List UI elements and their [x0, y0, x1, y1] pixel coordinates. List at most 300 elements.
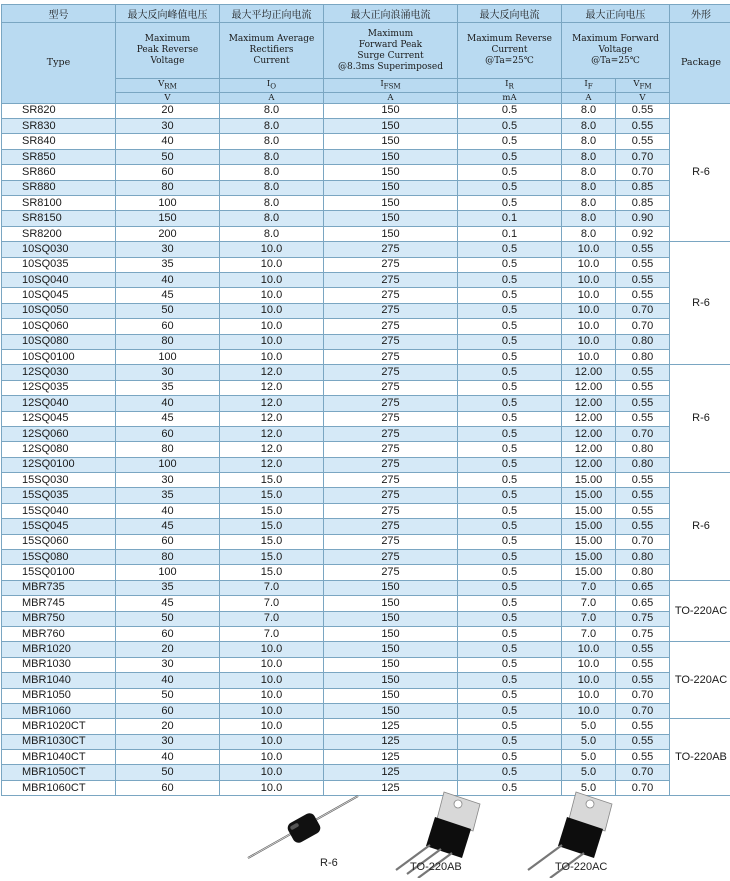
cell-model: 12SQ040	[2, 396, 116, 411]
cell-io: 7.0	[220, 626, 324, 641]
cell-vfm: 0.75	[616, 626, 670, 641]
table-row	[2, 349, 730, 364]
cell-vrm: 60	[116, 319, 220, 334]
cell-vrm: 30	[116, 657, 220, 672]
cell-vrm: 60	[116, 165, 220, 180]
cell-vfm: 0.70	[616, 319, 670, 334]
cell-ir: 0.5	[458, 396, 562, 411]
cell-ifsm: 275	[324, 550, 458, 565]
cell-vfm: 0.55	[616, 473, 670, 488]
cell-model: MBR735	[2, 580, 116, 595]
cell-vfm: 0.65	[616, 580, 670, 595]
cell-ir: 0.5	[458, 703, 562, 718]
cell-ir: 0.5	[458, 134, 562, 149]
cell-model: 12SQ030	[2, 365, 116, 380]
cell-model: 12SQ0100	[2, 457, 116, 472]
symbol-sub: RM	[164, 81, 177, 91]
cell-ifsm: 150	[324, 226, 458, 241]
cell-vfm: 0.55	[616, 119, 670, 134]
cell-if: 10.0	[562, 703, 616, 718]
cell-if: 15.00	[562, 503, 616, 518]
cell-vrm: 35	[116, 580, 220, 595]
cell-model: MBR1020CT	[2, 719, 116, 734]
cell-io: 8.0	[220, 119, 324, 134]
cell-vfm: 0.80	[616, 457, 670, 472]
cell-if: 8.0	[562, 134, 616, 149]
cell-ifsm: 150	[324, 688, 458, 703]
cell-io: 10.0	[220, 765, 324, 780]
cell-vfm: 0.75	[616, 611, 670, 626]
cell-io: 8.0	[220, 149, 324, 164]
cell-vfm: 0.70	[616, 426, 670, 441]
cell-io: 8.0	[220, 103, 324, 118]
cell-ifsm: 275	[324, 257, 458, 272]
cell-ir: 0.5	[458, 688, 562, 703]
cell-model: SR830	[2, 119, 116, 134]
cell-ifsm: 125	[324, 719, 458, 734]
cell-io: 15.0	[220, 534, 324, 549]
cell-vfm: 0.55	[616, 242, 670, 257]
cell-ir: 0.5	[458, 442, 562, 457]
cell-ifsm: 150	[324, 149, 458, 164]
label-r6: R-6	[320, 857, 338, 869]
cell-model: 12SQ060	[2, 426, 116, 441]
package-cell: TO-220AC	[670, 580, 730, 642]
cell-ir: 0.5	[458, 165, 562, 180]
cell-if: 10.0	[562, 673, 616, 688]
cell-vrm: 40	[116, 134, 220, 149]
cell-ir: 0.5	[458, 596, 562, 611]
cell-if: 12.00	[562, 411, 616, 426]
cell-vrm: 30	[116, 734, 220, 749]
header-en-line: Voltage	[598, 45, 633, 55]
cell-model: 12SQ045	[2, 411, 116, 426]
cell-vrm: 200	[116, 226, 220, 241]
header-en-vf	[562, 23, 670, 79]
cell-ifsm: 150	[324, 103, 458, 118]
table-row	[2, 457, 730, 472]
spec-table	[1, 4, 730, 796]
header-en-line: @8.3ms Superimposed	[338, 61, 443, 72]
unit-if: A	[562, 92, 616, 103]
symbol-sub: FSM	[383, 81, 401, 91]
cell-vrm: 100	[116, 565, 220, 580]
cell-vrm: 80	[116, 442, 220, 457]
cell-if: 7.0	[562, 611, 616, 626]
cell-vrm: 40	[116, 750, 220, 765]
cell-model: 10SQ035	[2, 257, 116, 272]
cell-vrm: 40	[116, 673, 220, 688]
cell-ifsm: 275	[324, 565, 458, 580]
cell-if: 8.0	[562, 196, 616, 211]
cell-model: SR8100	[2, 196, 116, 211]
table-row	[2, 426, 730, 441]
symbol-main: I	[380, 79, 384, 89]
cell-if: 7.0	[562, 596, 616, 611]
cell-ifsm: 125	[324, 780, 458, 795]
cell-ifsm: 275	[324, 365, 458, 380]
cell-vfm: 0.92	[616, 226, 670, 241]
cell-io: 12.0	[220, 442, 324, 457]
header-type: Type	[2, 23, 116, 104]
cell-vrm: 30	[116, 119, 220, 134]
cell-ir: 0.5	[458, 750, 562, 765]
cell-if: 8.0	[562, 165, 616, 180]
cell-if: 5.0	[562, 750, 616, 765]
cell-ir: 0.5	[458, 765, 562, 780]
cell-if: 7.0	[562, 626, 616, 641]
header-en-io	[220, 23, 324, 79]
cell-vfm: 0.80	[616, 334, 670, 349]
header-en-line: Rectifiers	[249, 45, 294, 55]
cell-if: 10.0	[562, 657, 616, 672]
cell-if: 8.0	[562, 211, 616, 226]
cell-if: 8.0	[562, 226, 616, 241]
cell-io: 15.0	[220, 503, 324, 518]
cell-ifsm: 150	[324, 134, 458, 149]
cell-io: 10.0	[220, 642, 324, 657]
table-row	[2, 565, 730, 580]
cell-vfm: 0.55	[616, 719, 670, 734]
cell-vfm: 0.85	[616, 180, 670, 195]
cell-if: 10.0	[562, 242, 616, 257]
cell-vfm: 0.70	[616, 765, 670, 780]
cell-io: 12.0	[220, 457, 324, 472]
cell-ir: 0.5	[458, 780, 562, 795]
cell-model: 10SQ040	[2, 272, 116, 287]
cell-if: 12.00	[562, 396, 616, 411]
cell-vfm: 0.70	[616, 303, 670, 318]
cell-vfm: 0.70	[616, 165, 670, 180]
symbol-sub: F	[587, 81, 593, 91]
table-row	[2, 396, 730, 411]
cell-ir: 0.5	[458, 503, 562, 518]
cell-if: 10.0	[562, 319, 616, 334]
cell-vfm: 0.55	[616, 257, 670, 272]
cell-vfm: 0.55	[616, 380, 670, 395]
cell-if: 12.00	[562, 442, 616, 457]
cell-vrm: 20	[116, 103, 220, 118]
cell-io: 8.0	[220, 226, 324, 241]
cell-ifsm: 275	[324, 288, 458, 303]
cell-model: 10SQ060	[2, 319, 116, 334]
cell-if: 15.00	[562, 550, 616, 565]
cell-ifsm: 150	[324, 703, 458, 718]
cell-if: 5.0	[562, 780, 616, 795]
cell-if: 12.00	[562, 380, 616, 395]
cell-ir: 0.5	[458, 457, 562, 472]
package-cell: TO-220AB	[670, 719, 730, 796]
cell-model: SR880	[2, 180, 116, 195]
cell-if: 5.0	[562, 719, 616, 734]
table-row	[2, 180, 730, 195]
header-en-line: Maximum Average	[228, 34, 315, 44]
table-row	[2, 534, 730, 549]
cell-ifsm: 150	[324, 596, 458, 611]
cell-io: 10.0	[220, 288, 324, 303]
table-row	[2, 334, 730, 349]
header-en-line: Peak Reverse	[136, 45, 199, 55]
symbol-main: V	[158, 79, 165, 89]
cell-vfm: 0.55	[616, 288, 670, 303]
cell-ifsm: 275	[324, 503, 458, 518]
table-row	[2, 365, 730, 380]
cell-ifsm: 275	[324, 411, 458, 426]
cell-ifsm: 275	[324, 303, 458, 318]
spec-table-body	[2, 103, 730, 796]
cell-if: 10.0	[562, 272, 616, 287]
header-en-vrm	[116, 23, 220, 79]
symbol-vfm	[616, 79, 670, 93]
cell-io: 8.0	[220, 180, 324, 195]
cell-vfm: 0.55	[616, 642, 670, 657]
cell-ifsm: 275	[324, 457, 458, 472]
cell-if: 10.0	[562, 642, 616, 657]
symbol-sub: R	[508, 81, 514, 91]
cell-vrm: 40	[116, 503, 220, 518]
symbol-vrm	[116, 79, 220, 93]
cell-vrm: 100	[116, 196, 220, 211]
header-cn-vrm: 最大反向峰值电压	[116, 5, 220, 23]
cell-ifsm: 275	[324, 426, 458, 441]
cell-io: 12.0	[220, 380, 324, 395]
cell-vrm: 45	[116, 519, 220, 534]
package-cell: R-6	[670, 473, 730, 581]
header-cn-vf: 最大正向电压	[562, 5, 670, 23]
cell-io: 10.0	[220, 750, 324, 765]
header-en-line: Maximum	[367, 28, 414, 39]
cell-vrm: 20	[116, 719, 220, 734]
cell-ifsm: 150	[324, 165, 458, 180]
cell-ir: 0.5	[458, 180, 562, 195]
cell-if: 10.0	[562, 288, 616, 303]
table-row	[2, 750, 730, 765]
cell-io: 10.0	[220, 673, 324, 688]
cell-ir: 0.5	[458, 334, 562, 349]
symbol-sub: O	[270, 81, 277, 91]
cell-vrm: 60	[116, 703, 220, 718]
header-en-line: Maximum Reverse	[466, 34, 553, 44]
table-row	[2, 272, 730, 287]
cell-io: 15.0	[220, 550, 324, 565]
cell-vrm: 60	[116, 626, 220, 641]
cell-ir: 0.5	[458, 565, 562, 580]
header-en-line: Maximum	[144, 34, 191, 44]
unit-ir: mA	[458, 92, 562, 103]
cell-io: 15.0	[220, 565, 324, 580]
cell-ifsm: 150	[324, 657, 458, 672]
label-to220ab: TO-220AB	[410, 861, 462, 873]
table-row	[2, 257, 730, 272]
cell-vfm: 0.55	[616, 657, 670, 672]
cell-ifsm: 275	[324, 349, 458, 364]
cell-ir: 0.5	[458, 519, 562, 534]
table-row	[2, 734, 730, 749]
cell-ifsm: 275	[324, 272, 458, 287]
cell-model: 10SQ0100	[2, 349, 116, 364]
cell-vrm: 45	[116, 411, 220, 426]
cell-if: 7.0	[562, 580, 616, 595]
cell-vfm: 0.80	[616, 565, 670, 580]
cell-ifsm: 150	[324, 119, 458, 134]
cell-if: 12.00	[562, 365, 616, 380]
cell-ir: 0.5	[458, 319, 562, 334]
cell-ir: 0.5	[458, 103, 562, 118]
table-row	[2, 119, 730, 134]
table-row	[2, 765, 730, 780]
cell-model: MBR1050	[2, 688, 116, 703]
cell-ifsm: 275	[324, 534, 458, 549]
cell-ir: 0.5	[458, 626, 562, 641]
cell-io: 15.0	[220, 519, 324, 534]
cell-io: 7.0	[220, 611, 324, 626]
cell-vrm: 50	[116, 611, 220, 626]
table-row	[2, 580, 730, 595]
cell-if: 12.00	[562, 457, 616, 472]
cell-model: 15SQ0100	[2, 565, 116, 580]
package-cell: R-6	[670, 242, 730, 365]
cell-vfm: 0.55	[616, 519, 670, 534]
to220ac-drawing	[528, 792, 612, 878]
table-row	[2, 134, 730, 149]
cell-vfm: 0.55	[616, 488, 670, 503]
cell-ir: 0.5	[458, 719, 562, 734]
r6-diode-drawing	[248, 796, 358, 869]
table-row	[2, 242, 730, 257]
cell-vrm: 50	[116, 149, 220, 164]
cell-ifsm: 150	[324, 580, 458, 595]
table-row	[2, 503, 730, 518]
cell-vrm: 35	[116, 257, 220, 272]
cell-model: SR8200	[2, 226, 116, 241]
cell-model: MBR1050CT	[2, 765, 116, 780]
table-row	[2, 473, 730, 488]
cell-model: SR8150	[2, 211, 116, 226]
table-row	[2, 688, 730, 703]
cell-model: MBR1060	[2, 703, 116, 718]
cell-vfm: 0.70	[616, 534, 670, 549]
cell-vrm: 60	[116, 534, 220, 549]
cell-vfm: 0.55	[616, 272, 670, 287]
cell-vfm: 0.80	[616, 349, 670, 364]
cell-ir: 0.5	[458, 288, 562, 303]
cell-vfm: 0.90	[616, 211, 670, 226]
cell-model: 15SQ045	[2, 519, 116, 534]
cell-vrm: 35	[116, 380, 220, 395]
cell-ir: 0.5	[458, 119, 562, 134]
cell-ir: 0.5	[458, 580, 562, 595]
symbol-main: I	[505, 79, 509, 89]
cell-vfm: 0.70	[616, 149, 670, 164]
cell-if: 10.0	[562, 303, 616, 318]
table-row	[2, 319, 730, 334]
cell-ifsm: 150	[324, 642, 458, 657]
cell-ir: 0.5	[458, 242, 562, 257]
cell-vfm: 0.55	[616, 673, 670, 688]
cell-vfm: 0.70	[616, 780, 670, 795]
cell-io: 8.0	[220, 165, 324, 180]
table-row	[2, 719, 730, 734]
header-en-line: @Ta=25℃	[485, 56, 534, 66]
cell-ir: 0.5	[458, 611, 562, 626]
cell-vfm: 0.55	[616, 365, 670, 380]
cell-vrm: 30	[116, 365, 220, 380]
cell-vfm: 0.80	[616, 550, 670, 565]
table-row	[2, 642, 730, 657]
cell-ifsm: 275	[324, 488, 458, 503]
cell-if: 5.0	[562, 765, 616, 780]
cell-if: 8.0	[562, 103, 616, 118]
cell-if: 15.00	[562, 534, 616, 549]
symbol-if	[562, 79, 616, 93]
table-row	[2, 488, 730, 503]
cell-vrm: 45	[116, 288, 220, 303]
symbol-ir	[458, 79, 562, 93]
cell-io: 8.0	[220, 196, 324, 211]
cell-io: 8.0	[220, 211, 324, 226]
cell-ir: 0.5	[458, 550, 562, 565]
cell-vrm: 50	[116, 688, 220, 703]
table-row	[2, 303, 730, 318]
table-row	[2, 703, 730, 718]
package-cell: R-6	[670, 365, 730, 473]
cell-model: MBR1030CT	[2, 734, 116, 749]
header-cn-ifsm: 最大正向浪涌电流	[324, 5, 458, 23]
cell-io: 12.0	[220, 365, 324, 380]
symbol-main: V	[633, 79, 640, 89]
table-row	[2, 442, 730, 457]
header-cn-type: 型号	[2, 5, 116, 23]
table-row	[2, 519, 730, 534]
cell-vrm: 100	[116, 457, 220, 472]
cell-model: 15SQ060	[2, 534, 116, 549]
cell-ir: 0.5	[458, 349, 562, 364]
package-cell: TO-220AC	[670, 642, 730, 719]
cell-ir: 0.5	[458, 411, 562, 426]
cell-model: 10SQ030	[2, 242, 116, 257]
table-row	[2, 226, 730, 241]
cell-model: MBR750	[2, 611, 116, 626]
cell-if: 15.00	[562, 519, 616, 534]
cell-model: MBR760	[2, 626, 116, 641]
cell-ir: 0.5	[458, 426, 562, 441]
cell-if: 15.00	[562, 565, 616, 580]
table-row	[2, 103, 730, 118]
cell-ir: 0.5	[458, 196, 562, 211]
cell-ir: 0.1	[458, 226, 562, 241]
cell-ir: 0.5	[458, 365, 562, 380]
package-cell: R-6	[670, 103, 730, 242]
cell-model: SR840	[2, 134, 116, 149]
cell-if: 8.0	[562, 149, 616, 164]
cell-ifsm: 275	[324, 319, 458, 334]
cell-model: 15SQ080	[2, 550, 116, 565]
table-row	[2, 657, 730, 672]
cell-ir: 0.5	[458, 257, 562, 272]
table-row	[2, 596, 730, 611]
cell-io: 12.0	[220, 411, 324, 426]
cell-model: 10SQ050	[2, 303, 116, 318]
cell-io: 10.0	[220, 703, 324, 718]
table-row	[2, 550, 730, 565]
cell-model: 15SQ040	[2, 503, 116, 518]
table-row	[2, 626, 730, 641]
header-en-line: Forward Peak	[358, 39, 423, 50]
cell-ir: 0.5	[458, 734, 562, 749]
symbol-sub: FM	[639, 81, 652, 91]
cell-model: MBR1030	[2, 657, 116, 672]
cell-vrm: 80	[116, 550, 220, 565]
